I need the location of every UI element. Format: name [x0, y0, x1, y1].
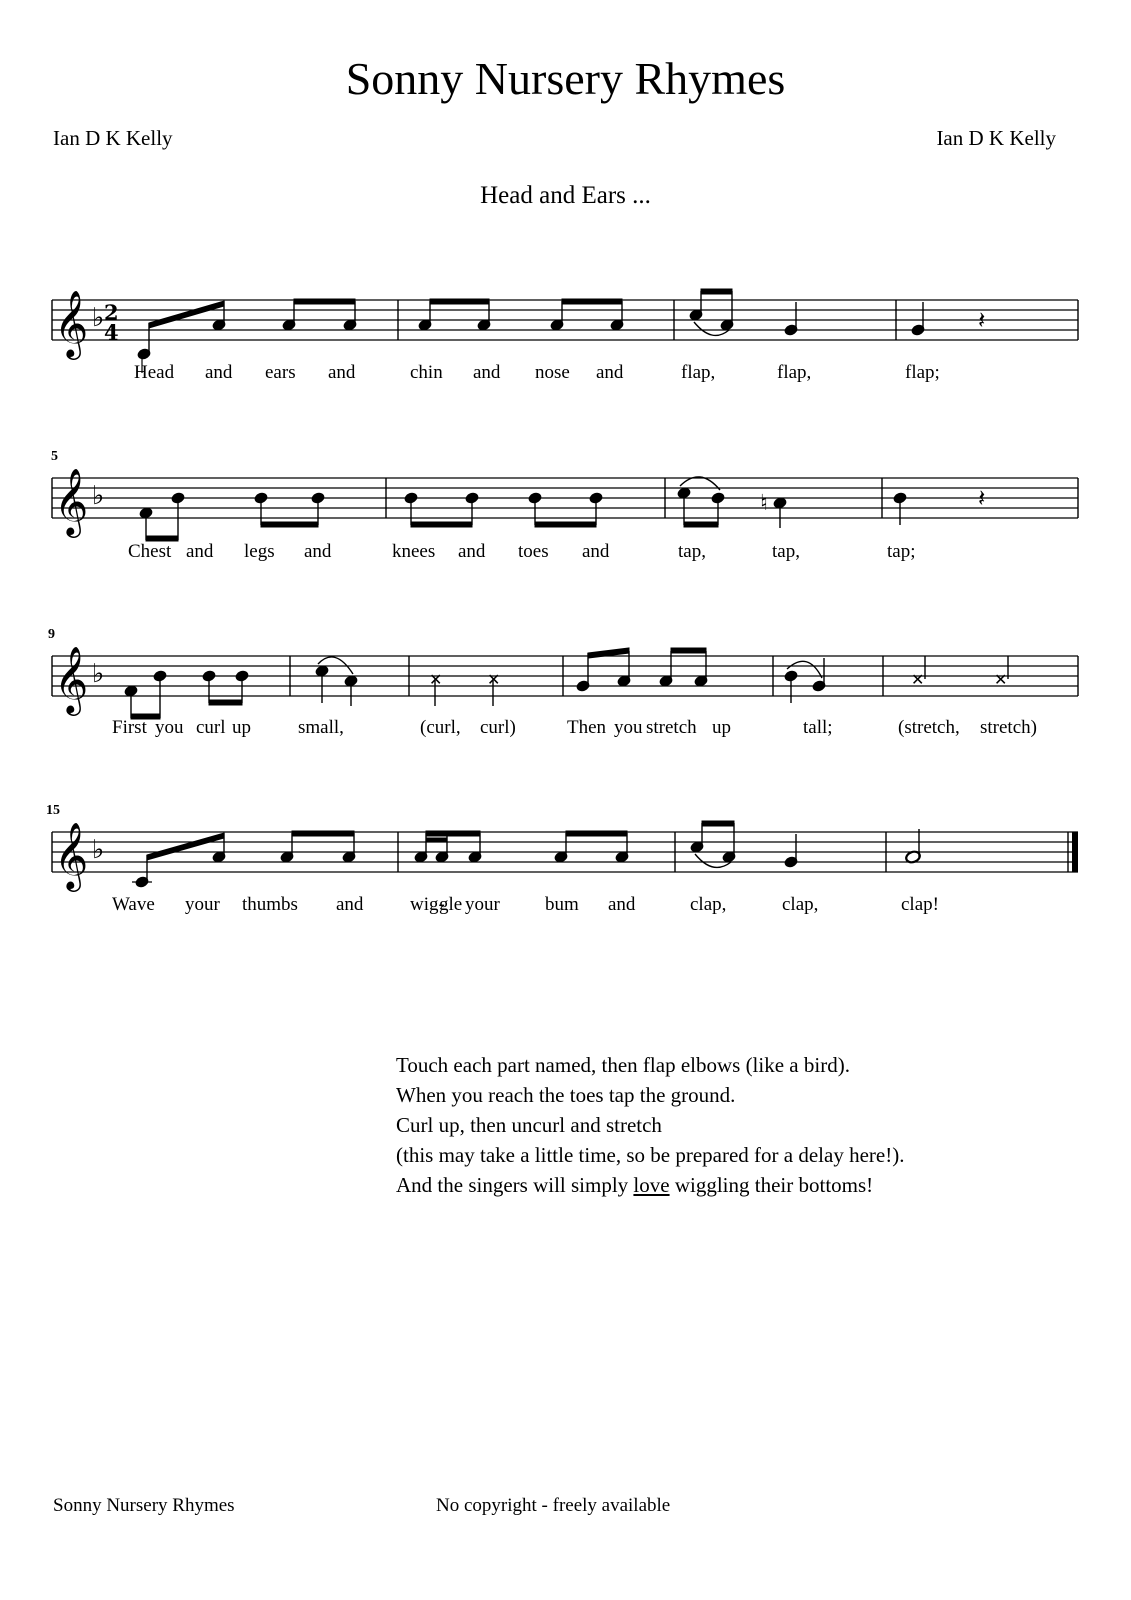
beam [147, 833, 224, 860]
lyric-syllable: and [582, 541, 610, 562]
beam [411, 522, 472, 527]
lyric-syllable: and [205, 362, 233, 383]
lyric-syllable: flap, [777, 362, 812, 383]
lyric-syllable: (stretch, [898, 717, 960, 738]
notes [139, 477, 907, 541]
lyric-syllable: thumbs [242, 894, 298, 915]
beam [701, 289, 732, 294]
flat-icon: ♭ [92, 659, 105, 689]
measure-number: 9 [48, 627, 55, 642]
lyric-syllable: First [112, 717, 147, 738]
note-line: When you reach the toes tap the ground. [396, 1083, 736, 1107]
lyric-syllable: small, [298, 717, 344, 738]
treble-clef-icon: 𝄞 [54, 467, 89, 535]
beam [292, 831, 354, 836]
x-notehead-icon: ✕ [429, 670, 443, 689]
lyric-syllable: Chest [128, 541, 172, 562]
lyric-syllable: your [465, 894, 500, 915]
lyric-syllable: tap, [678, 541, 706, 562]
lyric-syllable: and [304, 541, 332, 562]
lyric-syllable: Then [567, 717, 607, 738]
lyric-syllable: clap! [901, 894, 939, 915]
score-title: Sonny Nursery Rhymes [345, 53, 786, 104]
quarter-rest-icon: 𝄽 [978, 306, 986, 334]
beam [535, 522, 596, 527]
lyric-syllable: you [155, 717, 184, 738]
notes [124, 648, 1008, 719]
lyricist-credit: Ian D K Kelly [53, 126, 173, 150]
lyric-syllable: Wave [112, 894, 155, 915]
beam [430, 299, 489, 304]
lyric-syllable: curl) [480, 717, 516, 738]
lyric-syllable: flap; [905, 362, 940, 383]
beam [426, 831, 480, 836]
lyrics-line-3 [112, 717, 1037, 738]
x-notehead-icon: ✕ [911, 670, 925, 689]
measure-number: 5 [51, 449, 58, 464]
lyric-syllable: toes [518, 541, 549, 562]
lyric-syllable: flap, [681, 362, 716, 383]
notes [132, 821, 921, 888]
composer-credit: Ian D K Kelly [936, 126, 1056, 150]
beam [671, 648, 706, 653]
lyric-syllable: tap; [887, 541, 916, 562]
song-title: Head and Ears ... [480, 182, 651, 209]
beam [562, 299, 622, 304]
treble-clef-icon: 𝄞 [54, 645, 89, 713]
beam [294, 299, 355, 304]
lyric-syllable: chin [410, 362, 443, 383]
note-line [396, 1170, 904, 1200]
time-signature-bottom: 4 [104, 320, 119, 345]
staff-system-3 [0, 626, 1131, 766]
performance-notes [396, 1050, 904, 1200]
lyric-syllable: tap, [772, 541, 800, 562]
lyric-syllable: (curl, [420, 717, 461, 738]
lyric-syllable: your [185, 894, 220, 915]
footer-collection-name: Sonny Nursery Rhymes [53, 1495, 235, 1516]
lyric-syllable: and [328, 362, 356, 383]
lyric-syllable: legs [244, 541, 275, 562]
beam [426, 838, 447, 842]
lyric-syllable: Head [134, 362, 175, 383]
lyric-syllable: and [608, 894, 636, 915]
quarter-rest-icon: 𝄽 [978, 484, 986, 512]
treble-clef-icon: 𝄞 [54, 821, 89, 889]
lyric-syllable: stretch [646, 717, 697, 738]
staff-lines [52, 478, 1078, 518]
beam [149, 301, 224, 328]
lyric-syllable: gle [439, 894, 463, 915]
beam [702, 821, 734, 826]
flat-icon: ♭ [92, 835, 105, 865]
notes [137, 289, 925, 373]
lyric-syllable: nose [535, 362, 570, 383]
lyric-syllable: wig- [410, 894, 445, 915]
lyric-syllable: curl [196, 717, 226, 738]
lyric-syllable: tall; [803, 717, 833, 738]
lyric-syllable: clap, [782, 894, 819, 915]
beam [261, 522, 318, 527]
lyric-syllable: bum [545, 894, 579, 915]
natural-icon: ♮ [760, 491, 768, 516]
staff-system-4 [0, 802, 1131, 942]
time-signature-top: 2 [104, 300, 119, 325]
lyric-syllable: stretch) [980, 717, 1037, 738]
beam [566, 831, 627, 836]
lyric-syllable: and [336, 894, 364, 915]
flat-icon: ♭ [92, 481, 105, 511]
lyric-syllable: and [473, 362, 501, 383]
lyric-syllable: clap, [690, 894, 727, 915]
note-line: Curl up, then uncurl and stretch [396, 1113, 662, 1137]
note-line: (this may take a little time, so be prepared for a delay here!). [396, 1143, 905, 1167]
note-text: wiggling their bottoms! [669, 1173, 874, 1197]
lyric-syllable: up [712, 717, 731, 738]
final-barline [1072, 832, 1078, 872]
treble-clef-icon: 𝄞 [54, 289, 89, 357]
lyric-syllable: and [186, 541, 214, 562]
measure-number: 15 [46, 803, 60, 818]
emphasis-text: love [633, 1173, 670, 1197]
lyric-syllable: you [614, 717, 643, 738]
x-notehead-icon: ✕ [994, 670, 1008, 689]
staff-system-1 [0, 280, 1131, 420]
note-text: And the singers will simply [396, 1173, 634, 1197]
beam [684, 522, 718, 527]
x-notehead-icon: ✕ [487, 670, 501, 689]
lyrics-line-2 [128, 541, 916, 562]
note-line: Touch each part named, then flap elbows (like a bird). [396, 1053, 850, 1077]
beam [209, 700, 242, 705]
footer-copyright: No copyright - freely available [436, 1495, 671, 1516]
lyric-syllable: knees [392, 541, 436, 562]
lyric-syllable: ears [265, 362, 296, 383]
flat-icon: ♭ [92, 303, 105, 333]
lyric-syllable: and [458, 541, 486, 562]
lyric-syllable: up [232, 717, 251, 738]
staff-system-2 [0, 448, 1131, 588]
lyric-syllable: and [596, 362, 624, 383]
lyrics-line-4 [112, 894, 939, 915]
lyrics-line-1 [134, 362, 940, 383]
